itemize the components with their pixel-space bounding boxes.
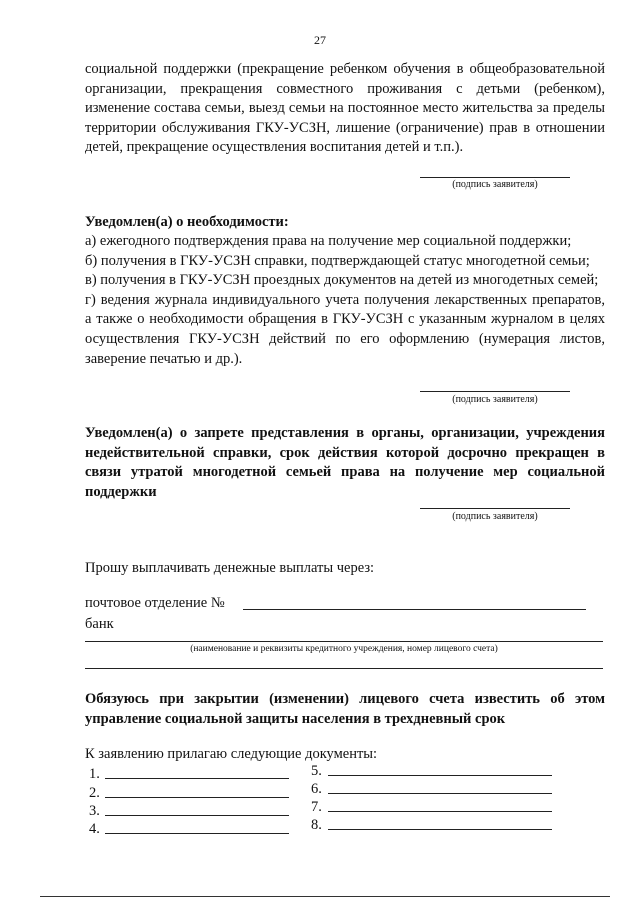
attachment-number: 5.	[311, 763, 322, 779]
attachment-number: 3.	[89, 803, 100, 819]
post-office-number-field[interactable]	[243, 609, 586, 610]
bank-label: банк	[85, 616, 114, 632]
bank-details-field[interactable]	[85, 641, 603, 642]
signature-line-3[interactable]	[420, 508, 570, 509]
attachment-number: 6.	[311, 781, 322, 797]
attachment-field-8[interactable]	[328, 829, 552, 830]
attachment-number: 1.	[89, 766, 100, 782]
attachments-intro: К заявлению прилагаю следующие документы:	[85, 746, 378, 762]
attachment-field-1[interactable]	[105, 778, 289, 779]
attachment-field-4[interactable]	[105, 833, 289, 834]
bank-caption: (наименование и реквизиты кредитного учреждения, номер лицевого счета)	[190, 644, 498, 654]
attachment-number: 8.	[311, 817, 322, 833]
intro-paragraph: социальной поддержки (прекращение ребенком обучения в общеобразовательной организации, прекращения совместного проживания с детьми (ребенком), изменение состава семьи, выезд семьи на постоянное место жительства за пределы территории обслуживания ГКУ-УСЗН, лишение (ограничение) прав в отношении детей, прекращение осуществления воспитания детей и т.п.).	[85, 61, 605, 156]
notice-list	[85, 232, 605, 369]
page-bottom-rule	[40, 896, 610, 897]
page-number: 27	[314, 33, 326, 47]
prohibition-notice: Уведомлен(а) о запрете представления в органы, организации, учреждения недействительной справки, срок действия которой досрочно прекращен в связи утратой многодетной семьей права на получение мер социальной поддержки	[85, 425, 605, 500]
payment-request: Прошу выплачивать денежные выплаты через:	[85, 560, 375, 576]
notice-item-c: в) получения в ГКУ-УСЗН проездных документов на детей из многодетных семей;	[85, 272, 599, 289]
bank-details-field-2[interactable]	[85, 668, 603, 669]
signature-line-2[interactable]	[420, 391, 570, 392]
signature-caption-2: (подпись заявителя)	[452, 394, 538, 405]
notice-item-d: г) ведения журнала индивидуального учета получения лекарственных препаратов, а также о необходимости обращения в ГКУ-УСЗН с указанным журналом в целях осуществления ГКУ-УСЗН действий по его оформлению (нумерация листов, заверение печатью и др.).	[85, 291, 605, 367]
attachment-field-7[interactable]	[328, 811, 552, 812]
attachment-number: 7.	[311, 799, 322, 815]
attachment-field-3[interactable]	[105, 815, 289, 816]
notice-heading: Уведомлен(а) о необходимости:	[85, 214, 289, 230]
signature-line-1[interactable]	[420, 177, 570, 178]
attachment-number: 4.	[89, 821, 100, 837]
attachment-field-6[interactable]	[328, 793, 552, 794]
attachment-number: 2.	[89, 785, 100, 801]
post-office-label: почтовое отделение №	[85, 595, 225, 611]
notice-item-a: а) ежегодного подтверждения права на получение мер социальной поддержки;	[85, 233, 572, 249]
signature-caption-1: (подпись заявителя)	[452, 179, 538, 190]
attachment-field-5[interactable]	[328, 775, 552, 776]
obligation-statement: Обязуюсь при закрытии (изменении) лицевого счета известить об этом управление социальной защиты населения в трехдневный срок	[85, 691, 605, 727]
notice-item-b: б) получения в ГКУ-УСЗН справки, подтверждающей статус многодетной семьи;	[85, 252, 590, 269]
signature-caption-3: (подпись заявителя)	[452, 511, 538, 522]
attachment-field-2[interactable]	[105, 797, 289, 798]
